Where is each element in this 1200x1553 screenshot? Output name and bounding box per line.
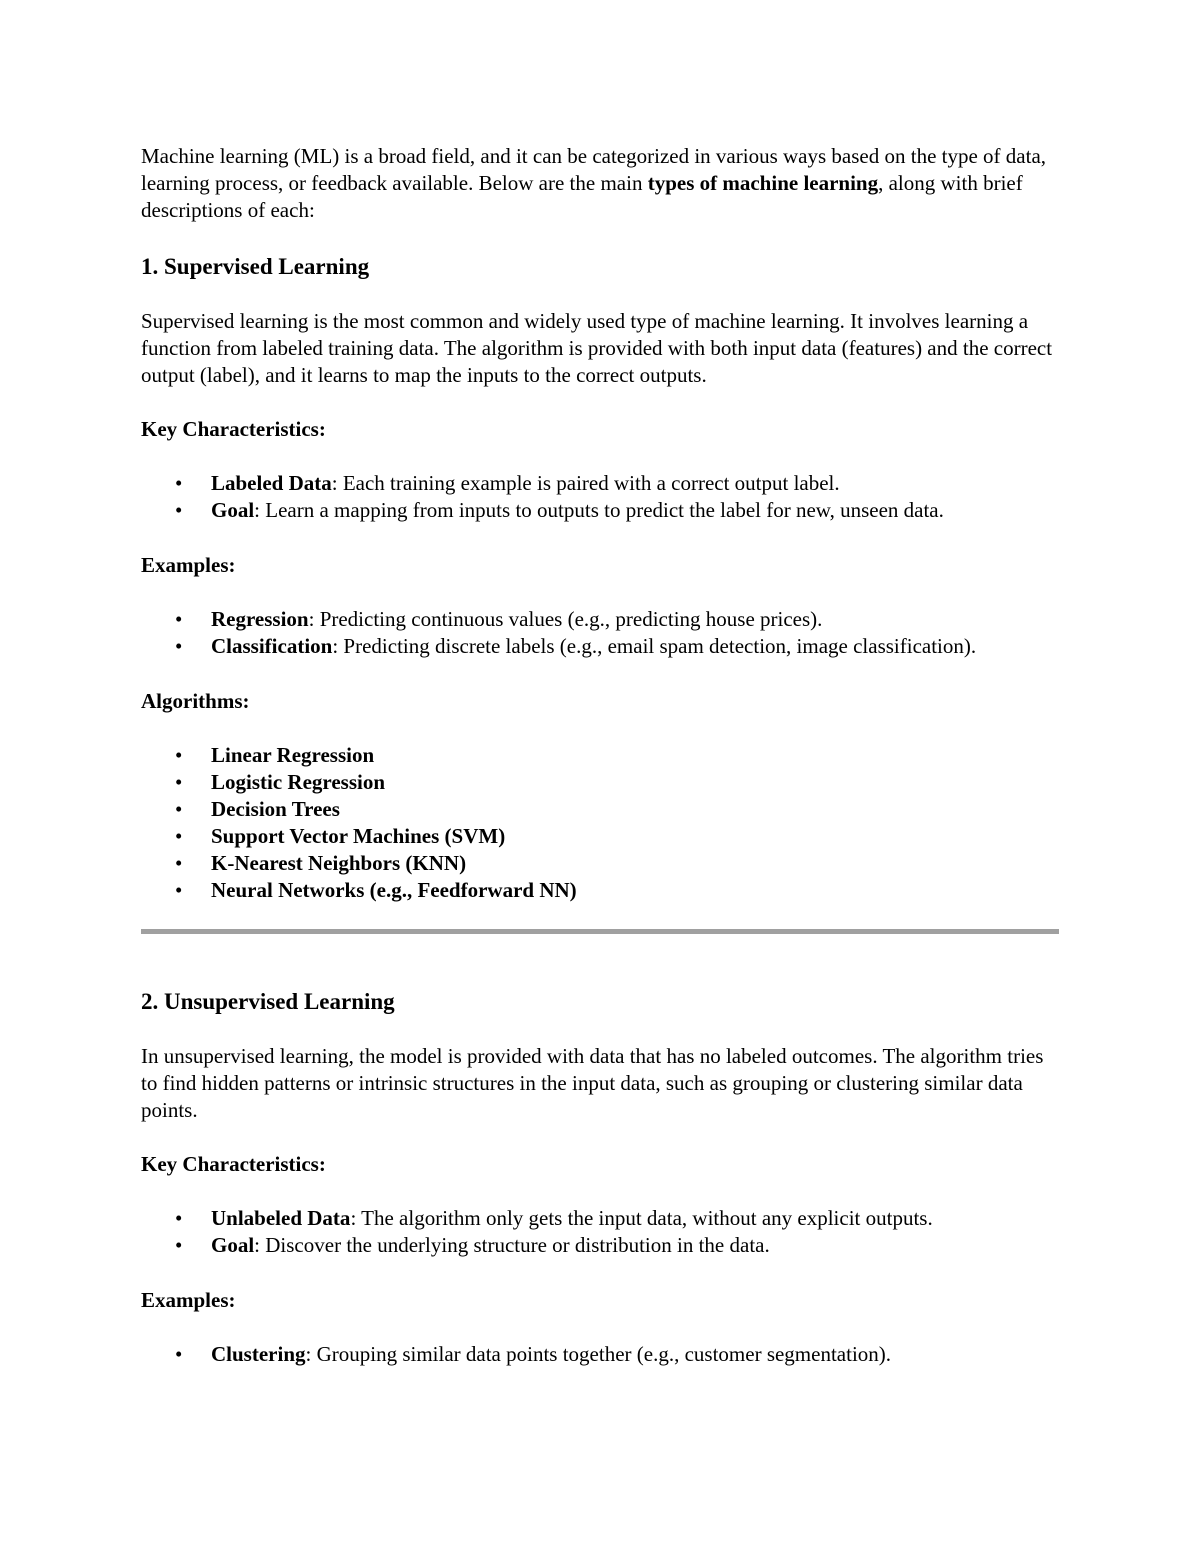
bullet-icon: •	[175, 797, 183, 821]
intro-text-a: Machine learning (ML) is a broad field, and it can be categorized in various ways based on the type of data, learning process, or feedback available. Below are the main	[141, 144, 1047, 195]
item-term: Classification	[211, 634, 333, 658]
item-desc: : Predicting continuous values (e.g., predicting house prices).	[308, 607, 823, 631]
item-term: Regression	[211, 607, 309, 631]
bullet-icon: •	[175, 607, 183, 631]
algorithm-name: Neural Networks (e.g., Feedforward NN)	[211, 878, 577, 902]
item-term: Unlabeled Data	[211, 1206, 351, 1230]
algorithm-name: Logistic Regression	[211, 770, 386, 794]
item-desc: : Learn a mapping from inputs to outputs to predict the label for new, unseen data.	[254, 498, 944, 522]
section-heading-supervised: 1. Supervised Learning	[141, 254, 370, 279]
list-item	[141, 1205, 1059, 1232]
bullet-icon: •	[175, 1233, 183, 1257]
item-term: Goal	[211, 498, 255, 522]
unsupervised-description: In unsupervised learning, the model is provided with data that has no labeled outcomes. The algorithm tries to find hidden patterns or intrinsic structures in the input data, such as grouping or clustering similar data points.	[141, 1044, 1044, 1122]
list-item	[141, 877, 1059, 904]
list-item	[141, 470, 1059, 497]
bullet-icon: •	[175, 743, 183, 767]
list-item	[141, 850, 1059, 877]
supervised-key-list	[141, 470, 1059, 524]
unsupervised-key-heading: Key Characteristics:	[141, 1152, 326, 1176]
supervised-description: Supervised learning is the most common and widely used type of machine learning. It involves learning a function from labeled training data. The algorithm is provided with both input data (features) and the correct output (label), and it learns to map the inputs to the correct outputs.	[141, 309, 1053, 387]
list-item	[141, 742, 1059, 769]
bullet-icon: •	[175, 634, 183, 658]
unsupervised-examples-list	[141, 1341, 1059, 1368]
list-item	[141, 1341, 1059, 1368]
list-item	[141, 497, 1059, 524]
item-term: Goal	[211, 1233, 255, 1257]
bullet-icon: •	[175, 1342, 183, 1366]
supervised-algorithms-list	[141, 742, 1059, 904]
list-item	[141, 796, 1059, 823]
algorithm-name: K-Nearest Neighbors (KNN)	[211, 851, 467, 875]
list-item	[141, 633, 1059, 660]
item-term: Labeled Data	[211, 471, 332, 495]
item-desc: : Grouping similar data points together (e.g., customer segmentation).	[305, 1342, 892, 1366]
list-item	[141, 769, 1059, 796]
list-item	[141, 823, 1059, 850]
list-item	[141, 606, 1059, 633]
intro-text-b: , along with brief descriptions of each:	[141, 171, 1023, 222]
algorithm-name: Support Vector Machines (SVM)	[211, 824, 506, 848]
bullet-icon: •	[175, 878, 183, 902]
supervised-examples-list	[141, 606, 1059, 660]
bullet-icon: •	[175, 471, 183, 495]
horizontal-rule	[141, 929, 1059, 934]
supervised-key-heading: Key Characteristics:	[141, 417, 326, 441]
bullet-icon: •	[175, 824, 183, 848]
supervised-examples-heading: Examples:	[141, 553, 236, 577]
bullet-icon: •	[175, 770, 183, 794]
section-heading-unsupervised: 2. Unsupervised Learning	[141, 989, 395, 1014]
algorithm-name: Decision Trees	[211, 797, 340, 821]
item-desc: : Discover the underlying structure or distribution in the data.	[254, 1233, 770, 1257]
bullet-icon: •	[175, 498, 183, 522]
intro-paragraph	[141, 143, 1059, 224]
item-desc: : Each training example is paired with a correct output label.	[331, 471, 840, 495]
intro-bold-text: types of machine learning	[647, 171, 879, 195]
document-page	[141, 141, 1059, 1368]
algorithm-name: Linear Regression	[211, 743, 375, 767]
bullet-icon: •	[175, 1206, 183, 1230]
list-item	[141, 1232, 1059, 1259]
item-desc: : The algorithm only gets the input data, without any explicit outputs.	[350, 1206, 933, 1230]
item-desc: : Predicting discrete labels (e.g., email spam detection, image classification).	[332, 634, 977, 658]
item-term: Clustering	[211, 1342, 306, 1366]
unsupervised-key-list	[141, 1205, 1059, 1259]
unsupervised-examples-heading: Examples:	[141, 1288, 236, 1312]
bullet-icon: •	[175, 851, 183, 875]
supervised-algorithms-heading: Algorithms:	[141, 689, 250, 713]
